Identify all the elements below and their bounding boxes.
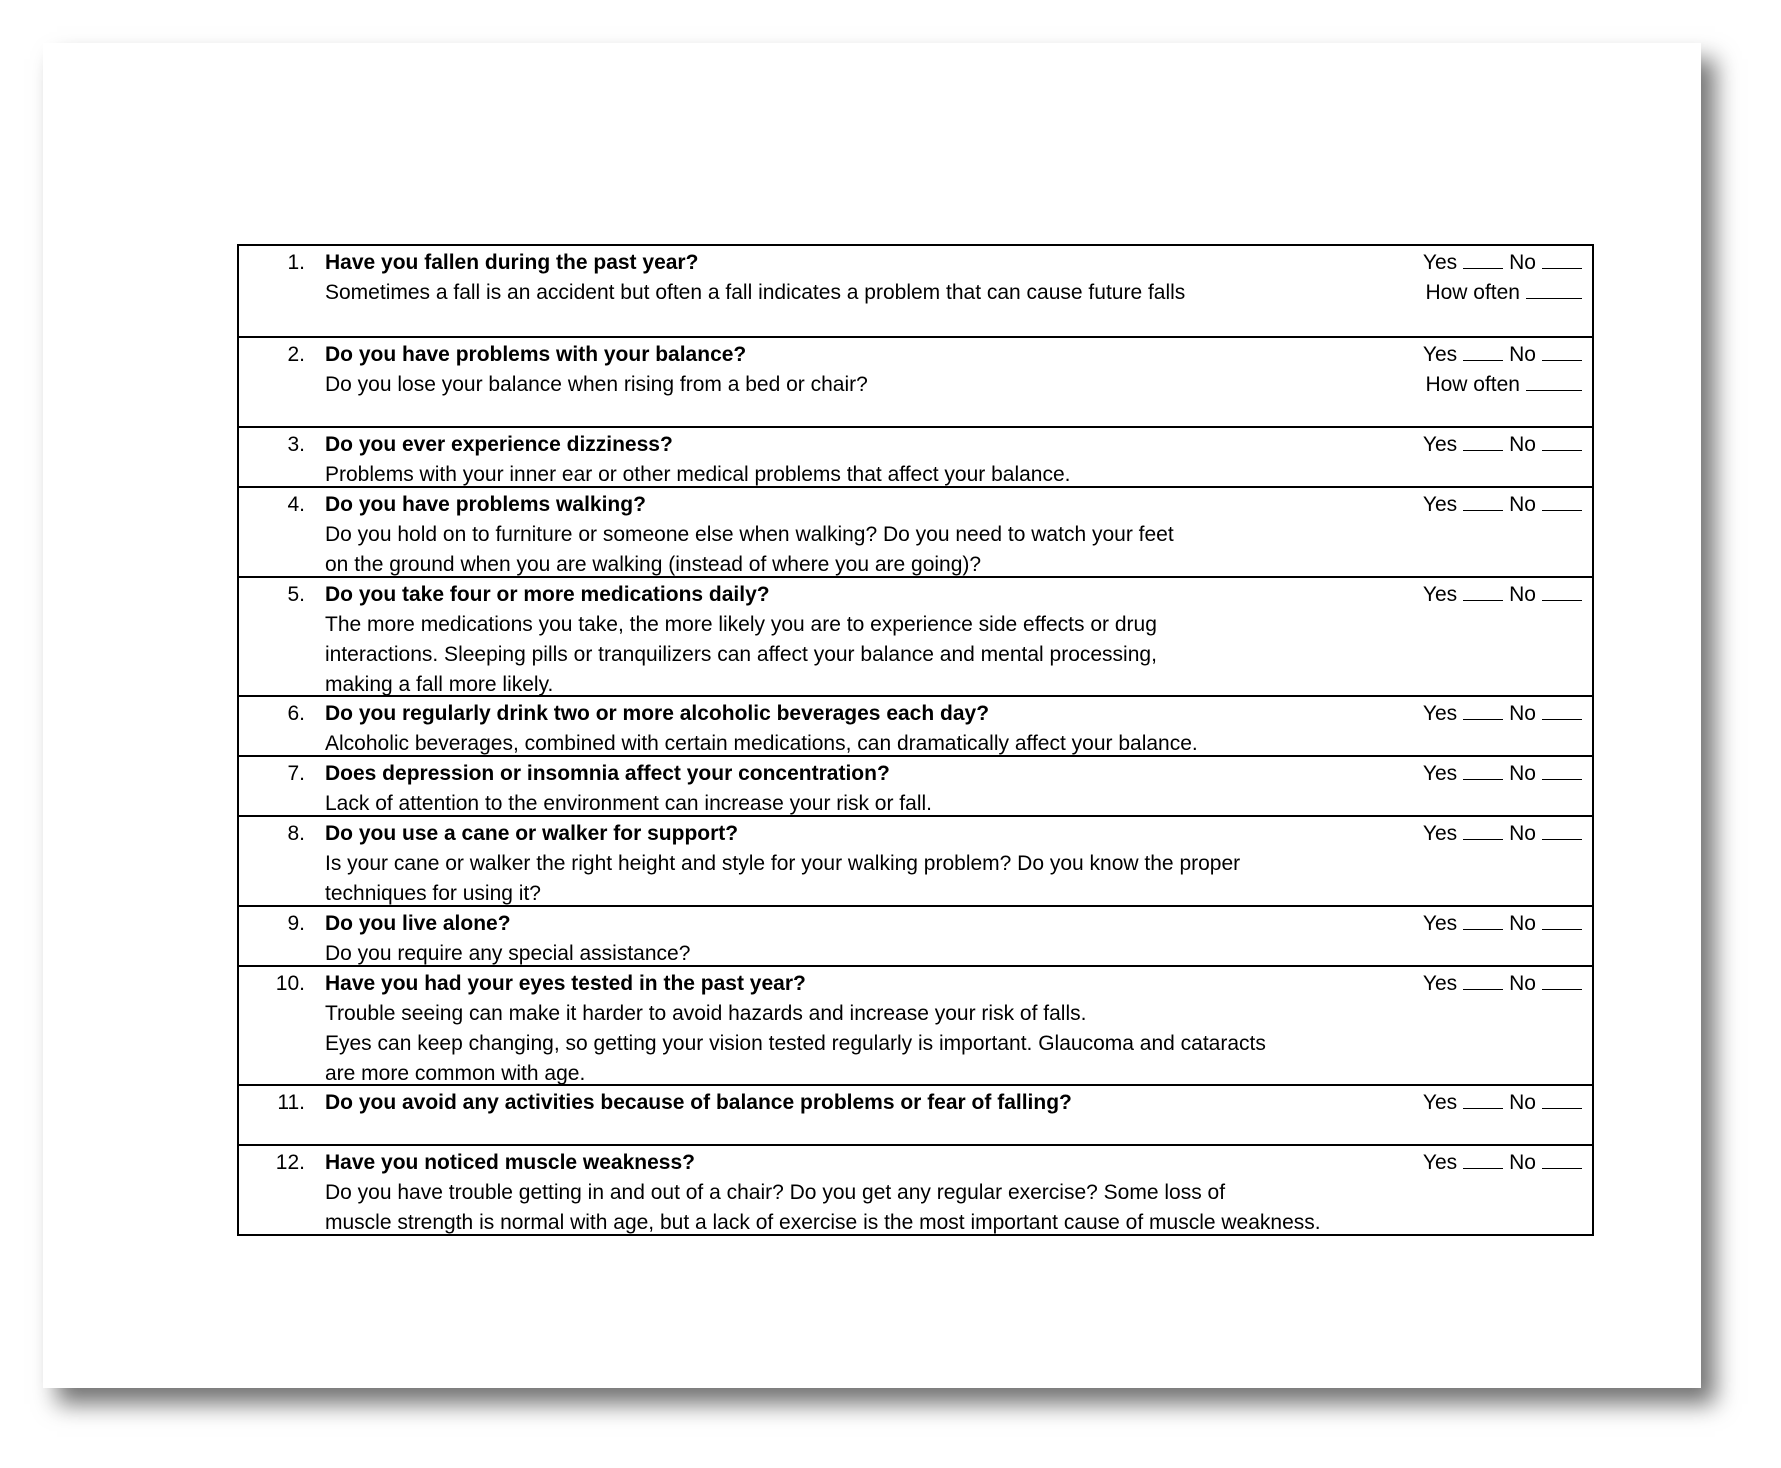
question-explanation: on the ground when you are walking (instead of where you are going)?: [325, 553, 982, 576]
question-number: 9.: [287, 912, 305, 935]
question-explanation: muscle strength is normal with age, but a lack of exercise is the most important cause of muscle weakness.: [325, 1211, 1321, 1234]
answer-blank[interactable]: [1526, 280, 1582, 299]
question-row: [239, 426, 1592, 486]
answer-line: [1382, 819, 1582, 849]
answer-label: Yes: [1422, 702, 1458, 725]
question-explanation: Alcoholic beverages, combined with certain medications, can dramatically affect your balance.: [325, 732, 1198, 755]
answer-label: No: [1509, 972, 1536, 995]
answer-label: Yes: [1422, 251, 1458, 274]
question-explanation: Is your cane or walker the right height and style for your walking problem? Do you know the proper: [325, 852, 1241, 875]
question-row: [239, 965, 1592, 1084]
answer-blank[interactable]: [1463, 582, 1503, 601]
question-row: [239, 246, 1592, 336]
question-body: [325, 699, 1385, 759]
question-title: Do you avoid any activities because of balance problems or fear of falling?: [325, 1091, 1072, 1114]
answer-blank[interactable]: [1526, 372, 1582, 391]
answer-blank[interactable]: [1463, 342, 1503, 361]
answer-blank[interactable]: [1542, 971, 1582, 990]
answer-line: [1382, 909, 1582, 939]
question-title: Do you have problems with your balance?: [325, 343, 747, 366]
question-row: [239, 486, 1592, 576]
answer-blank[interactable]: [1542, 1090, 1582, 1109]
question-explanation: Sometimes a fall is an accident but often a fall indicates a problem that can cause future falls: [325, 281, 1186, 304]
question-title: Have you had your eyes tested in the past year?: [325, 972, 806, 995]
question-title: Do you use a cane or walker for support?: [325, 822, 739, 845]
answer-label: Yes: [1422, 583, 1458, 606]
answer-line: [1382, 370, 1582, 400]
answer-label: No: [1509, 493, 1536, 516]
answer-blank[interactable]: [1463, 971, 1503, 990]
answer-label: No: [1509, 583, 1536, 606]
answer-label: Yes: [1422, 1151, 1458, 1174]
answer-line: [1382, 248, 1582, 278]
answer-label: No: [1509, 433, 1536, 456]
answer-line: [1382, 580, 1582, 610]
answer-label: No: [1509, 1091, 1536, 1114]
question-number: 11.: [277, 1091, 305, 1114]
question-number: 7.: [287, 762, 305, 785]
answer-blank[interactable]: [1463, 821, 1503, 840]
answer-line: [1382, 759, 1582, 789]
question-number: 5.: [287, 583, 305, 606]
question-body: [325, 1088, 1385, 1118]
answer-blank[interactable]: [1542, 342, 1582, 361]
answer-blank[interactable]: [1542, 761, 1582, 780]
question-title: Have you fallen during the past year?: [325, 251, 699, 274]
question-row: [239, 905, 1592, 965]
question-explanation: interactions. Sleeping pills or tranquilizers can affect your balance and mental processing,: [325, 643, 1157, 666]
question-number: 6.: [287, 702, 305, 725]
answer-area: [1382, 1148, 1582, 1178]
question-number: 3.: [287, 433, 305, 456]
question-explanation: Do you require any special assistance?: [325, 942, 691, 965]
answer-area: [1382, 340, 1582, 400]
answer-blank[interactable]: [1463, 701, 1503, 720]
question-number: 4.: [287, 493, 305, 516]
answer-blank[interactable]: [1542, 821, 1582, 840]
answer-label: No: [1509, 762, 1536, 785]
question-row: [239, 1144, 1592, 1234]
question-row: [239, 1084, 1592, 1144]
answer-blank[interactable]: [1463, 1090, 1503, 1109]
question-title: Do you ever experience dizziness?: [325, 433, 673, 456]
answer-blank[interactable]: [1463, 1150, 1503, 1169]
answer-label: Yes: [1422, 433, 1458, 456]
question-number: 12.: [275, 1151, 305, 1174]
question-body: [325, 1148, 1385, 1238]
question-title: Does depression or insomnia affect your concentration?: [325, 762, 890, 785]
question-explanation: Do you lose your balance when rising from a bed or chair?: [325, 373, 868, 396]
question-row: [239, 695, 1592, 755]
question-title: Do you have problems walking?: [325, 493, 646, 516]
question-body: [325, 580, 1385, 700]
answer-area: [1382, 248, 1582, 308]
answer-label: Yes: [1422, 1091, 1458, 1114]
fall-risk-questionnaire: [237, 244, 1594, 1236]
answer-label: Yes: [1422, 822, 1458, 845]
answer-label: How often: [1425, 373, 1520, 396]
question-explanation: are more common with age.: [325, 1062, 586, 1085]
answer-blank[interactable]: [1463, 432, 1503, 451]
answer-area: [1382, 759, 1582, 789]
answer-blank[interactable]: [1542, 701, 1582, 720]
answer-blank[interactable]: [1463, 492, 1503, 511]
answer-label: Yes: [1422, 343, 1458, 366]
answer-area: [1382, 909, 1582, 939]
answer-label: Yes: [1422, 493, 1458, 516]
question-number: 2.: [287, 343, 305, 366]
question-row: [239, 815, 1592, 905]
answer-label: Yes: [1422, 912, 1458, 935]
answer-blank[interactable]: [1542, 492, 1582, 511]
answer-label: No: [1509, 822, 1536, 845]
answer-area: [1382, 969, 1582, 999]
question-explanation: Eyes can keep changing, so getting your vision tested regularly is important. Glaucoma and cataracts: [325, 1032, 1266, 1055]
answer-line: [1382, 490, 1582, 520]
answer-label: No: [1509, 912, 1536, 935]
question-explanation: The more medications you take, the more likely you are to experience side effects or drug: [325, 613, 1157, 636]
answer-line: [1382, 340, 1582, 370]
answer-area: [1382, 699, 1582, 729]
question-body: [325, 969, 1385, 1089]
question-body: [325, 819, 1385, 909]
question-explanation: Problems with your inner ear or other medical problems that affect your balance.: [325, 463, 1071, 486]
answer-label: Yes: [1422, 972, 1458, 995]
answer-blank[interactable]: [1542, 1150, 1582, 1169]
answer-area: [1382, 490, 1582, 520]
question-body: [325, 909, 1385, 969]
question-title: Do you regularly drink two or more alcoholic beverages each day?: [325, 702, 990, 725]
question-explanation: Do you hold on to furniture or someone else when walking? Do you need to watch your feet: [325, 523, 1174, 546]
answer-area: [1382, 1088, 1582, 1118]
answer-area: [1382, 580, 1582, 610]
answer-blank[interactable]: [1542, 250, 1582, 269]
answer-blank[interactable]: [1463, 761, 1503, 780]
answer-label: No: [1509, 343, 1536, 366]
question-explanation: making a fall more likely.: [325, 673, 554, 696]
answer-line: [1382, 699, 1582, 729]
answer-area: [1382, 819, 1582, 849]
answer-line: [1382, 278, 1582, 308]
question-number: 1.: [287, 251, 305, 274]
question-explanation: Do you have trouble getting in and out of a chair? Do you get any regular exercise? Some loss of: [325, 1181, 1226, 1204]
question-explanation: techniques for using it?: [325, 882, 541, 905]
answer-area: [1382, 430, 1582, 460]
question-body: [325, 340, 1385, 400]
answer-blank[interactable]: [1542, 582, 1582, 601]
question-number: 8.: [287, 822, 305, 845]
answer-line: [1382, 1148, 1582, 1178]
answer-label: No: [1509, 702, 1536, 725]
answer-blank[interactable]: [1542, 911, 1582, 930]
answer-label: No: [1509, 1151, 1536, 1174]
question-row: [239, 576, 1592, 695]
answer-label: Yes: [1422, 762, 1458, 785]
question-title: Do you live alone?: [325, 912, 511, 935]
question-row: [239, 755, 1592, 815]
answer-line: [1382, 969, 1582, 999]
answer-label: No: [1509, 251, 1536, 274]
document-page: [43, 43, 1701, 1388]
answer-line: [1382, 430, 1582, 460]
question-explanation: Trouble seeing can make it harder to avoid hazards and increase your risk of falls.: [325, 1002, 1087, 1025]
question-explanation: Lack of attention to the environment can increase your risk or fall.: [325, 792, 932, 815]
question-number: 10.: [275, 972, 305, 995]
question-body: [325, 759, 1385, 819]
question-title: Have you noticed muscle weakness?: [325, 1151, 695, 1174]
question-body: [325, 490, 1385, 580]
answer-blank[interactable]: [1463, 911, 1503, 930]
question-body: [325, 430, 1385, 490]
answer-line: [1382, 1088, 1582, 1118]
question-row: [239, 336, 1592, 426]
answer-label: How often: [1425, 281, 1520, 304]
answer-blank[interactable]: [1463, 250, 1503, 269]
answer-blank[interactable]: [1542, 432, 1582, 451]
question-title: Do you take four or more medications daily?: [325, 583, 770, 606]
question-body: [325, 248, 1385, 308]
